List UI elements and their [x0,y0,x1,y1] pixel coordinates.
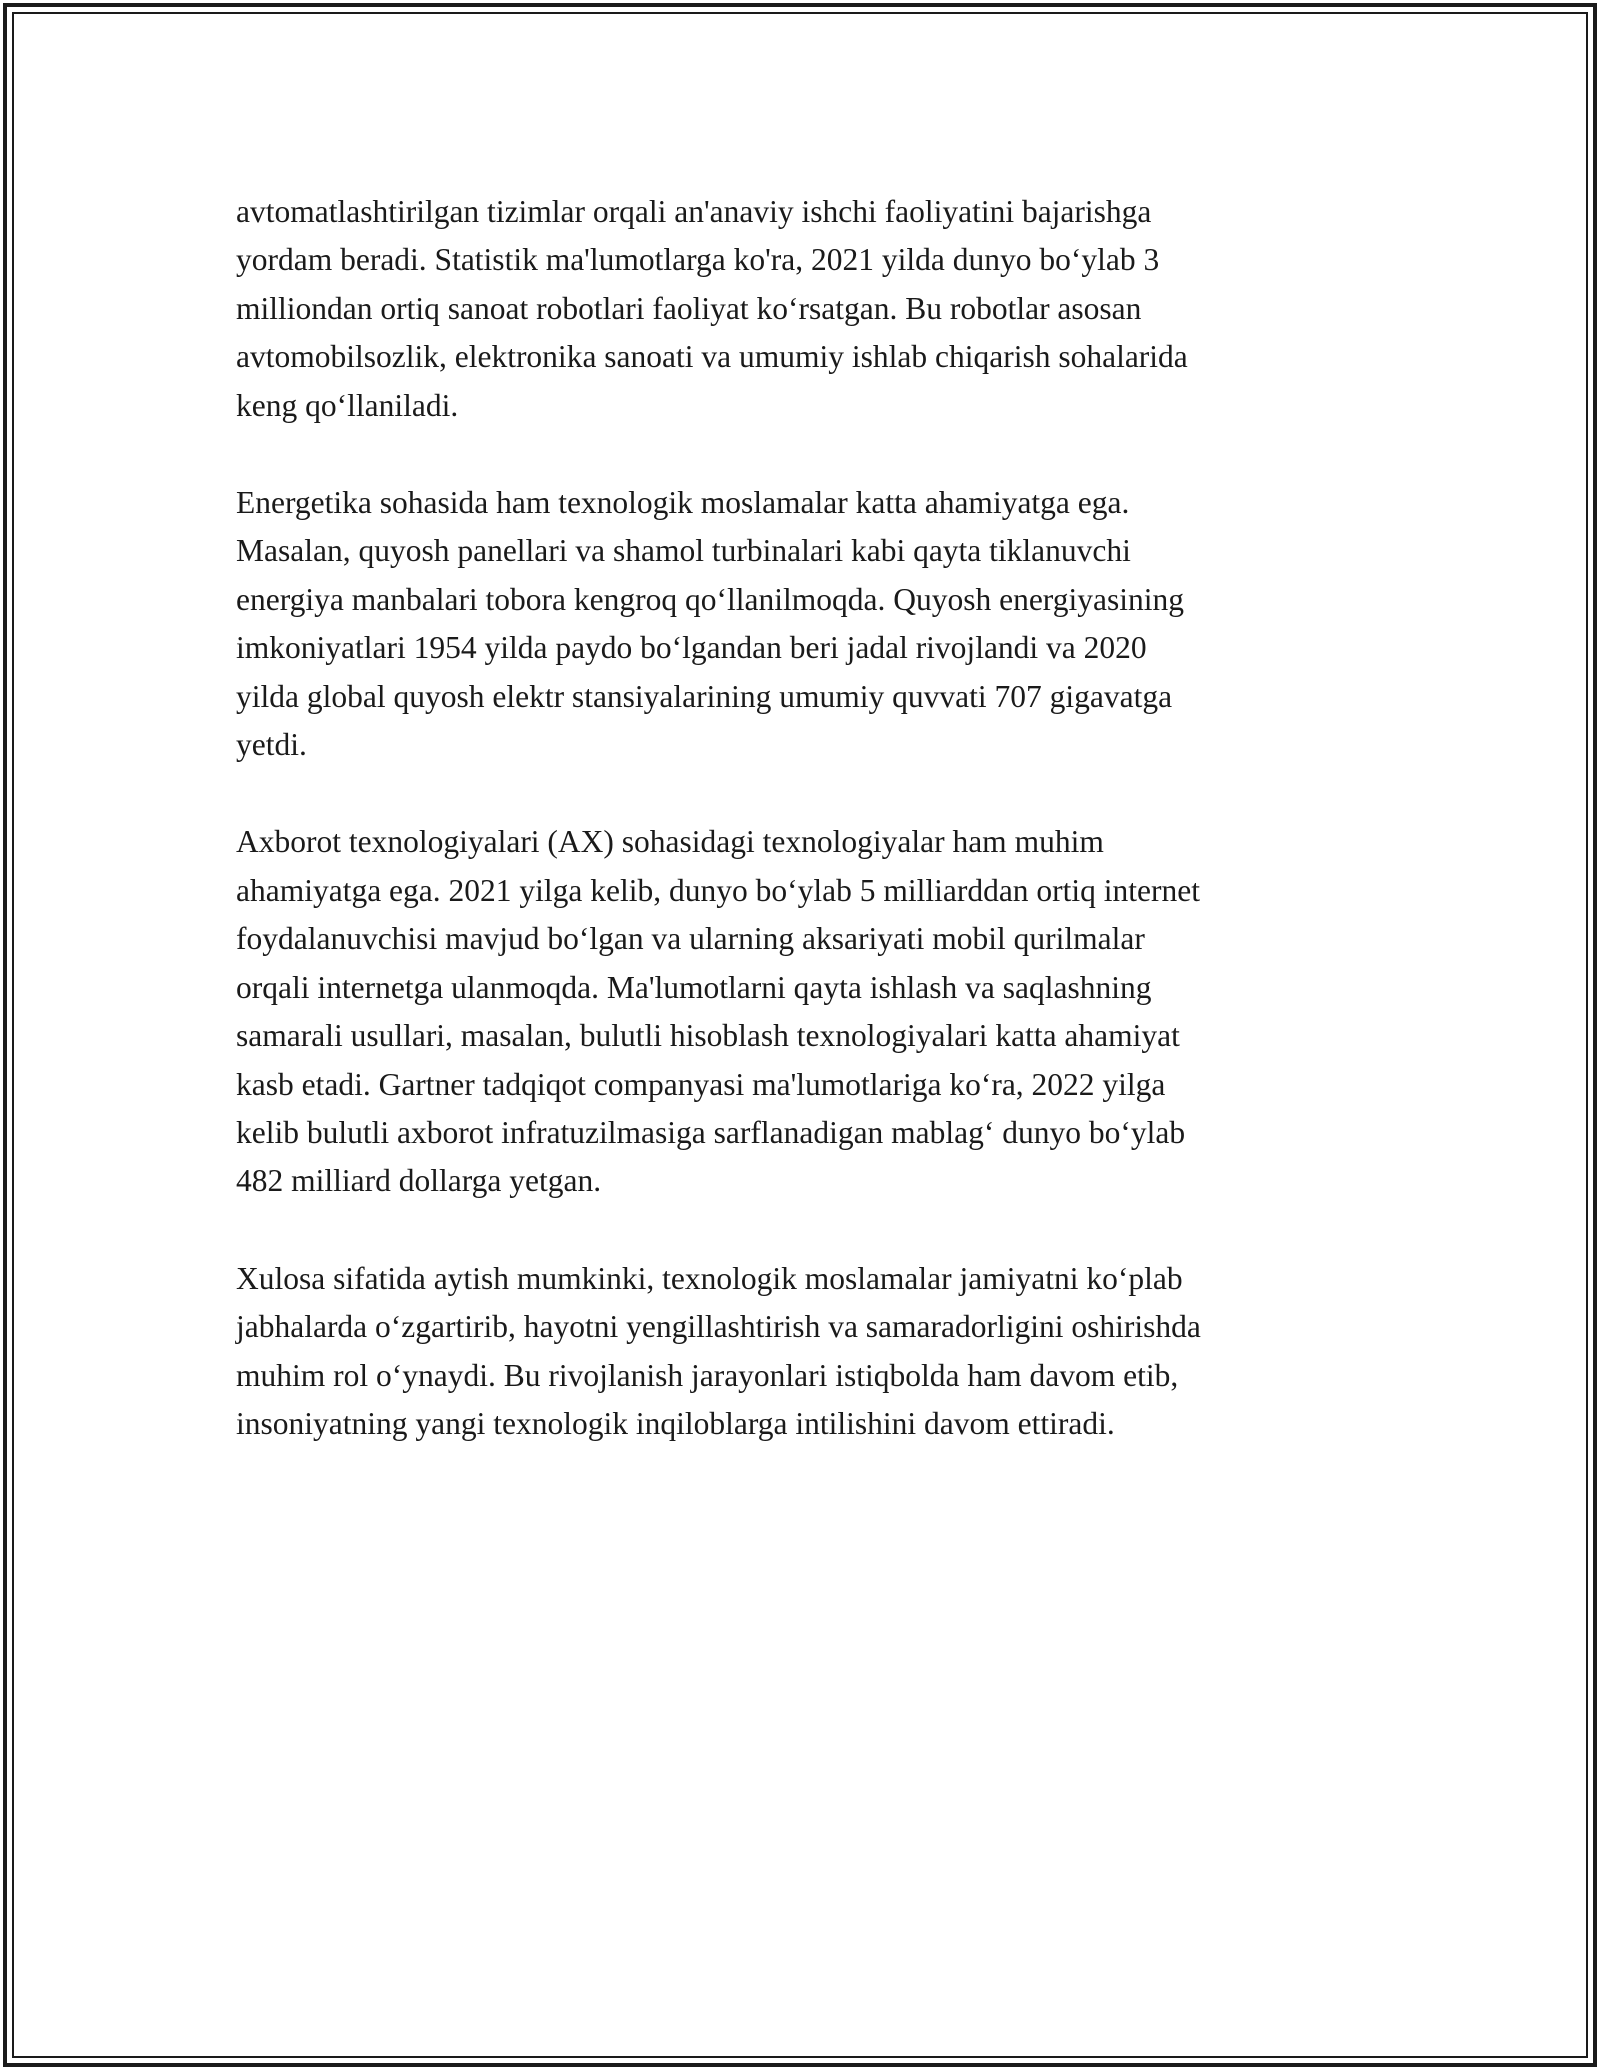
paragraph-information-technology: Axborot texnologiyalari (AX) sohasidagi texnologiyalar ham muhim ahamiyatga ega. 2021 yilga kelib, dunyo bo‘ylab 5 milliarddan ortiq internet foydalanuvchisi mavjud bo‘lgan va ularning aksariyati mobil qurilmalar orqali internetga ulanmoqda. Ma'lumotlarni qayta ishlash va saqlashning samarali usullari, masalan, bulutli hisoblash texnologiyalari katta ahamiyat kasb etadi. Gartner tadqiqot companyasi ma'lumotlariga ko‘ra, 2022 yilga kelib bulutli axborot infratuzilmasiga sarflanadigan mablag‘ dunyo bo‘ylab 482 milliard dollarga yetgan. [236,824,1200,1199]
paragraph-energy: Energetika sohasida ham texnologik moslamalar katta ahamiyatga ega. Masalan, quyosh panellari va shamol turbinalari kabi qayta tiklanuvchi energiya manbalari tobora kengroq qo‘llanilmoqda. Quyosh energiyasining imkoniyatlari 1954 yilda paydo bo‘lgandan beri jadal rivojlandi va 2020 yilda global quyosh elektr stansiyalarining umumiy quvvati 707 gigavatga yetdi. [236,485,1184,763]
paragraph-industrial-robots: avtomatlashtirilgan tizimlar orqali an'anaviy ishchi faoliyatini bajarishga yordam beradi. Statistik ma'lumotlarga ko'ra, 2021 yilda dunyo bo‘ylab 3 milliondan ortiq sanoat robotlari faoliyat ko‘rsatgan. Bu robotlar asosan avtomobilsozlik, elektronika sanoati va umumiy ishlab chiqarish sohalarida keng qo‘llaniladi. [236,194,1188,423]
document-body [236,188,1366,1497]
paragraph-conclusion: Xulosa sifatida aytish mumkinki, texnologik moslamalar jamiyatni ko‘plab jabhalarda o‘zgartirib, hayotni yengillashtirish va samaradorligini oshirishda muhim rol o‘ynaydi. Bu rivojlanish jarayonlari istiqbolda ham davom etib, insoniyatning yangi texnologik inqiloblarga intilishini davom ettiradi. [236,1260,1201,1441]
